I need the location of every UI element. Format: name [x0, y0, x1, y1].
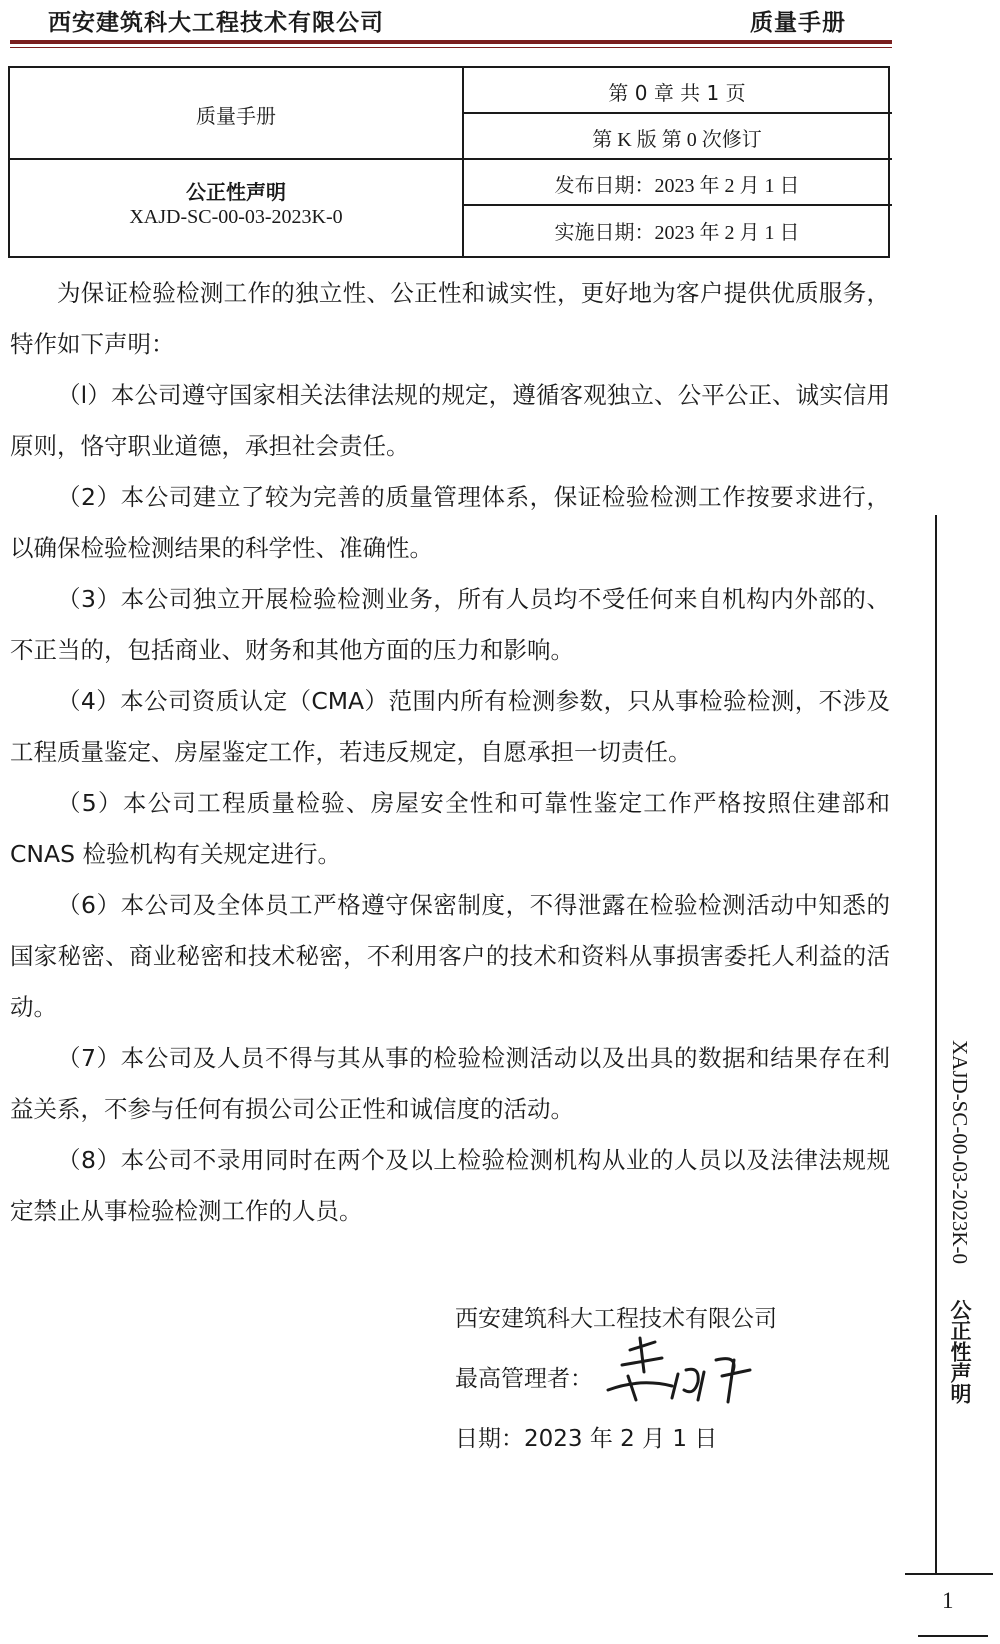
chapter-info: 第 0 章 共 1 页: [608, 81, 746, 105]
table-divider: [462, 204, 892, 206]
side-label: [945, 1040, 975, 1404]
declaration-item: （6）本公司及全体员工严格遵守保密制度，不得泄露在检验检测活动中知悉的国家秘密、商业秘密和技术秘密，不利用客户的技术和资料从事损害委托人利益的活动。: [10, 891, 890, 1021]
header-rule-thin: [10, 47, 892, 48]
document-info-table: [8, 66, 890, 258]
release-date: 发布日期：2023 年 2 月 1 日: [554, 175, 800, 197]
header-company: 西安建筑科大工程技术有限公司: [48, 10, 384, 36]
side-document-title: 公正性声明: [948, 1298, 972, 1404]
signature-company: 西安建筑科大工程技术有限公司: [455, 1306, 777, 1332]
page-number: 1: [942, 1588, 954, 1613]
header-rule: [10, 40, 892, 44]
table-divider: [10, 158, 462, 160]
declaration-body: [10, 268, 890, 1237]
declaration-intro: 为保证检验检测工作的独立性、公正性和诚实性，更好地为客户提供优质服务，特作如下声明：: [10, 279, 890, 358]
side-document-code: XAJD-SC-00-03-2023K-0: [948, 1040, 972, 1264]
table-divider: [462, 112, 892, 114]
page-number-rule-bottom: [918, 1635, 988, 1637]
signature-date: 日期：2023 年 2 月 1 日: [455, 1426, 718, 1452]
document-title: 公正性声明: [186, 180, 286, 204]
header-manual-title: 质量手册: [750, 10, 846, 36]
table-divider: [462, 158, 892, 160]
handwritten-signature: [600, 1330, 760, 1410]
declaration-item: （l）本公司遵守国家相关法律法规的规定，遵循客观独立、公平公正、诚实信用原则，恪守职业道德，承担社会责任。: [10, 381, 890, 460]
declaration-item: （2）本公司建立了较为完善的质量管理体系，保证检验检测工作按要求进行，以确保检验检测结果的科学性、准确性。: [10, 483, 890, 562]
version-info: 第 K 版 第 0 次修订: [592, 129, 762, 151]
declaration-item: （7）本公司及人员不得与其从事的检验检测活动以及出具的数据和结果存在利益关系，不参与任何有损公司公正性和诚信度的活动。: [10, 1044, 890, 1123]
declaration-item: （5）本公司工程质量检验、房屋安全性和可靠性鉴定工作严格按照住建部和 CNAS 检验机构有关规定进行。: [10, 789, 890, 868]
declaration-item: （4）本公司资质认定（CMA）范围内所有检测参数，只从事检验检测，不涉及工程质量鉴定、房屋鉴定工作，若违反规定，自愿承担一切责任。: [10, 687, 890, 766]
effective-date: 实施日期：2023 年 2 月 1 日: [554, 222, 800, 244]
page-number-rule: [905, 1573, 993, 1575]
declaration-item: （3）本公司独立开展检验检测业务，所有人员均不受任何来自机构内外部的、不正当的，包括商业、财务和其他方面的压力和影响。: [10, 585, 890, 664]
document-code: XAJD-SC-00-03-2023K-0: [129, 206, 343, 228]
manual-label: 质量手册: [196, 104, 276, 128]
declaration-item: （8）本公司不录用同时在两个及以上检验检测机构从业的人员以及法律法规规定禁止从事检验检测工作的人员。: [10, 1146, 890, 1225]
manager-label: 最高管理者：: [455, 1366, 593, 1392]
side-rule: [935, 515, 937, 1575]
